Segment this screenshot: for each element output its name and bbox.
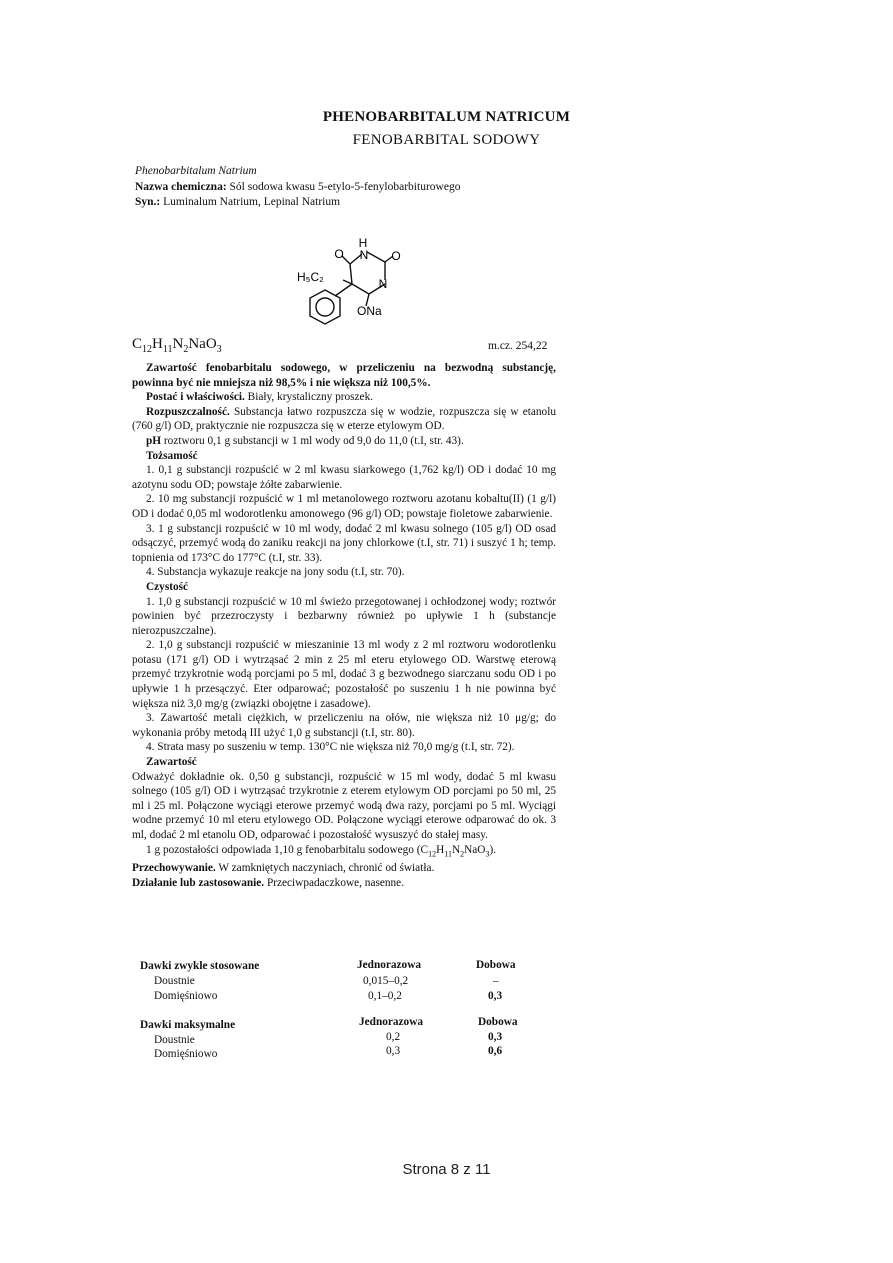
usual-single-header: Jednorazowa: [357, 959, 422, 971]
atom-n2: N: [378, 277, 388, 291]
max-route-im: Domięśniowo: [154, 1048, 218, 1060]
usual-im-single: 0,1–0,2: [368, 990, 402, 1002]
synonyms-label: Syn.:: [135, 196, 161, 208]
structural-formula: [290, 232, 410, 332]
czystosc-item: 3. Zawartość metali ciężkich, w przeliczeniu na ołów, nie większa niż 10 μg/g; do wykonania próby metodą III użyć 1,0 g substancji (t.I, str. 80).: [132, 712, 556, 739]
max-im-daily: 0,6: [488, 1045, 503, 1057]
max-oral-single: 0,2: [386, 1031, 401, 1043]
tozsamosc-item: 3. 1 g substancji rozpuścić w 10 ml wody, dodać 2 ml kwasu solnego (105 g/l) OD osad odsączyć, przemyć wodą do zaniku reakcji na jony chlorkowe (t.I, str. 71) i suszyć 1 h; temp. topnienia od 173°C do 177°C (t.I, str. 33).: [132, 522, 556, 564]
ethyl-group: H₅C₂: [297, 270, 324, 284]
przechowywanie-section: Przechowywanie. W zamkniętych naczyniach, chronić od światła.: [132, 862, 435, 875]
tozsamosc-heading: Tożsamość: [146, 449, 198, 462]
tozsamosc-item: 4. Substancja wykazuje reakcje na jony sodu (t.I, str. 70).: [146, 566, 405, 579]
molecular-formula: $C_{12}H_{11}N_2NaO_3$: [132, 336, 222, 355]
postac-section: Postać i właściwości. Biały, krystaliczny proszek.: [146, 391, 374, 404]
page-number: Strona 8 z 11: [402, 1161, 491, 1178]
usual-oral-single: 0,015–0,2: [363, 975, 409, 987]
equivalence-line: 1 g pozostałości odpowiada 1,10 g fenobarbitalu sodowego $(C_{12}H_{11}N_2NaO_3)$.: [146, 843, 497, 858]
czystosc-item: 1. 1,0 g substancji rozpuścić w 10 ml świeżo przegotowanej i ochłodzonej wody; roztwór powinien być przezroczysty i bezbarwny również po upływie 1 h (substancje nierozpuszczalne).: [132, 595, 556, 637]
molecular-mass: m.cz. 254,22: [488, 340, 548, 352]
content-requirement: Zawartość fenobarbitalu sodowego, w przeliczeniu na bezwodną substancję, powinna być nie mniejsza niż 98,5% i nie większa niż 100,5%.: [132, 362, 556, 389]
chemical-name-line: [135, 180, 565, 195]
dzialanie-section: Działanie lub zastosowanie. Przeciwpadaczkowe, nasenne.: [132, 877, 405, 890]
atom-n1: N: [359, 248, 369, 262]
latin-name: Phenobarbitalum Natrium: [135, 165, 257, 177]
atom-h: H: [358, 236, 368, 250]
atom-o2: O: [391, 249, 401, 263]
usual-daily-header: Dobowa: [476, 959, 516, 971]
chemical-name-value: Sól sodowa kwasu 5-etylo-5-fenylobarbiturowego: [229, 181, 461, 193]
rozpuszczalnosc-section: Rozpuszczalność. Substancja łatwo rozpuszcza się w wodzie, rozpuszcza się w etanolu (760 g/l) OD, praktycznie nie rozpuszcza się w eterze etylowym OD.: [132, 405, 556, 433]
chemical-name-label: Nazwa chemiczna:: [135, 181, 227, 193]
latin-name-line: [135, 164, 565, 179]
max-oral-daily: 0,3: [488, 1031, 503, 1043]
max-daily-header: Dobowa: [478, 1016, 518, 1028]
usual-doses-label: Dawki zwykle stosowane: [140, 960, 260, 972]
usual-im-daily: 0,3: [488, 990, 503, 1002]
zawartosc-heading: Zawartość: [146, 756, 197, 769]
monograph-body: [132, 361, 556, 891]
monograph-subtitle: FENOBARBITAL SODOWY: [352, 132, 541, 148]
monograph-title: PHENOBARBITALUM NATRICUM: [322, 109, 571, 125]
max-doses-label: Dawki maksymalne: [140, 1019, 236, 1031]
max-route-oral: Doustnie: [154, 1034, 195, 1046]
synonyms-value: Luminalum Natrium, Lepinal Natrium: [163, 196, 341, 208]
czystosc-heading: Czystość: [146, 580, 189, 593]
usual-route-im: Domięśniowo: [154, 990, 218, 1002]
czystosc-item: 4. Strata masy po suszeniu w temp. 130°C nie większa niż 70,0 mg/g (t.I, str. 72).: [146, 741, 515, 754]
usual-route-oral: Doustnie: [154, 975, 195, 987]
atom-o1: O: [334, 247, 344, 261]
tozsamosc-item: 2. 10 mg substancji rozpuścić w 1 ml metanolowego roztworu azotanu kobaltu(II) (1 g/l) OD i dodać 0,05 ml wodorotlenku amonowego (96 g/l) OD; powstaje fioletowe zabarwienie.: [132, 493, 556, 520]
ona-group: ONa: [357, 304, 382, 318]
zawartosc-text: Odważyć dokładnie ok. 0,50 g substancji, rozpuścić w 15 ml wody, dodać 5 ml kwasu solnego (105 g/l) OD i wytrząsać trzykrotnie z eterem etylowym OD porcjami po 50 ml, 25 ml i 25 ml. Połączone wyciągi eterowe przemyć wodą dwa razy, porcjami po 5 ml. Wyciągi wodne przemyć 10 ml eteru etylowego OD. Połączone wyciągi eterowe odparować do ok. 3 ml, dodać 2 ml etanolu OD, odparować i pozostałość wysuszyć do stałej masy.: [132, 770, 556, 841]
usual-oral-daily: –: [493, 975, 499, 987]
synonyms-line: [135, 195, 565, 210]
czystosc-item: 2. 1,0 g substancji rozpuścić w mieszaninie 13 ml wody z 2 ml roztworu wodorotlenku potasu (171 g/l) OD i wytrząsać 2 min z 25 ml eteru etylowego OD. Warstwę eterową przemyć trzykrotnie wodą porcjami po 5 ml, dodać 3 g bezwodnego siarczanu sodu OD i po upływie 1 h przesączyć. Eter odparować; pozostałość po suszeniu 1 h nie powinna być większa niż 3,0 mg/g (związki obojętne i zasadowe).: [132, 639, 556, 710]
max-im-single: 0,3: [386, 1045, 401, 1057]
tozsamosc-item: 1. 0,1 g substancji rozpuścić w 2 ml kwasu siarkowego (1,762 kg/l) OD i dodać 10 mg azotynu sodu OD; powstaje żółte zabarwienie.: [132, 464, 556, 491]
ph-section: pH roztworu 0,1 g substancji w 1 ml wody od 9,0 do 11,0 (t.I, str. 43).: [146, 434, 464, 447]
max-single-header: Jednorazowa: [359, 1016, 424, 1028]
